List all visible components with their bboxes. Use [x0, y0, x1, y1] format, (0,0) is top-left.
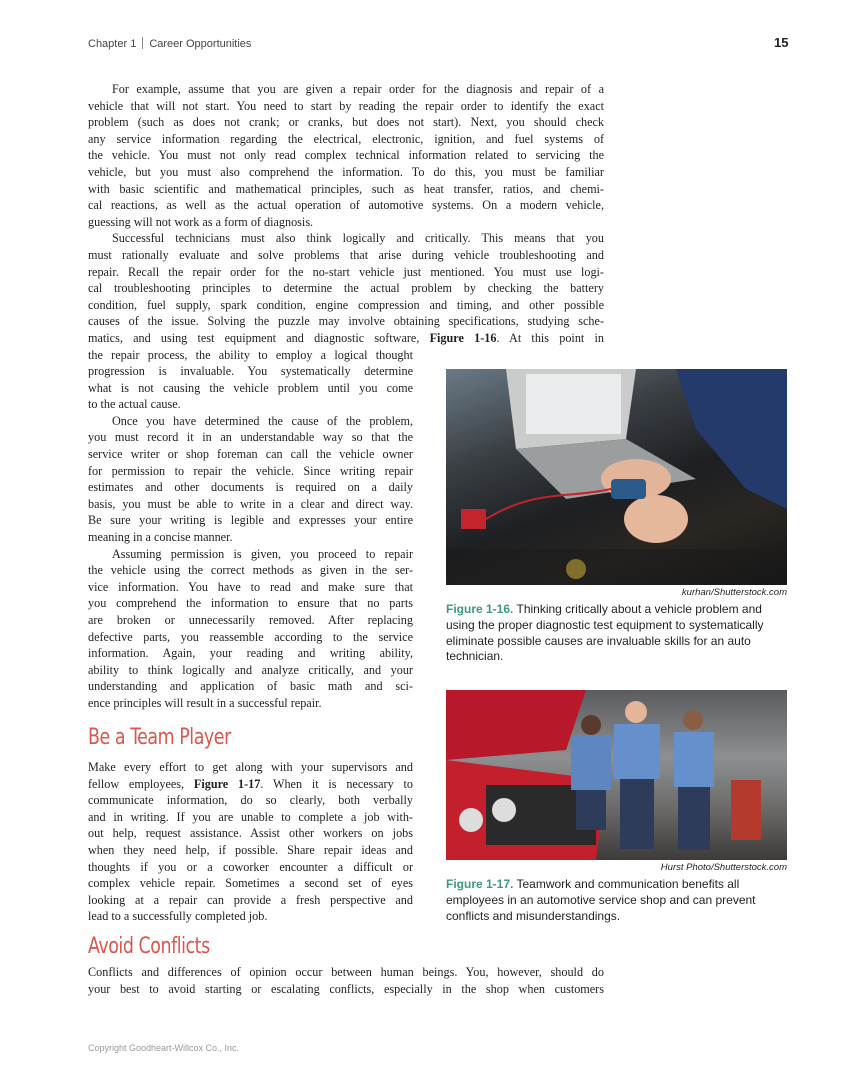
text-line: complex vehicle repair. Sometimes a second set of eyes	[88, 876, 413, 891]
text-line: progression is invaluable. You systematically determine	[88, 364, 413, 379]
text-line: Assuming permission is given, you proceed to repair	[112, 546, 413, 561]
text-line: service writer or shop foreman can call the vehicle owner	[88, 447, 413, 462]
figure-1-16-photo	[446, 369, 787, 585]
text-line: any service information regarding the electrical, electronic, ignition, and fuel systems of	[88, 131, 604, 146]
text-line: when they need help, if possible. Share repair ideas and	[88, 842, 413, 857]
body-text-section-3	[88, 964, 604, 997]
figure-1-16-credit: kurhan/Shutterstock.com	[681, 587, 787, 598]
text-line: understanding and application of basic math and sci-	[88, 679, 413, 694]
text-line: basis, you must be able to write in a clear and direct way.	[88, 496, 413, 511]
text-line: for permission to repair the vehicle. Since writing repair	[88, 463, 413, 478]
header-divider	[142, 37, 143, 49]
text-line: defective parts, you reassemble according to the service	[88, 629, 413, 644]
technicians-team-illustration	[446, 690, 787, 860]
text-fragment: fellow employees,	[88, 776, 194, 791]
text-line: vice information. You have to read and make sure that	[88, 579, 413, 594]
text-line: with basic scientific and mathematical principles, such as heat transfer, ratios, and chemi-	[88, 181, 604, 196]
text-line: what is not causing the vehicle problem until you come	[88, 380, 413, 395]
text-line: the vehicle. You must not only read complex technical information related to servicing the	[88, 148, 604, 163]
text-line	[88, 776, 413, 793]
text-fragment: . When it is necessary to	[260, 776, 413, 791]
figure-1-16-label: Figure 1-16.	[446, 602, 514, 616]
text-line: thoughts if you or a coworker encounter a difficult or	[88, 859, 413, 874]
figure-reference: Figure 1-17	[193, 776, 261, 791]
text-line: out help, request assistance. Assist other workers on jobs	[88, 826, 413, 841]
text-line: estimates and other documents is required on a daily	[88, 480, 413, 495]
text-line: and in writing. If you are unable to complete a job with-	[88, 809, 413, 824]
figure-1-17-credit: Hurst Photo/Shutterstock.com	[660, 862, 787, 873]
heading-avoid-conflicts: Avoid Conflicts	[88, 934, 210, 959]
text-line: lead to a successfully completed job.	[88, 909, 268, 924]
text-line: you must record it in an understandable way so that the	[88, 430, 413, 445]
text-line: must rationally evaluate and solve problems that arise during vehicle troubleshooting and	[88, 247, 604, 262]
running-header	[88, 37, 251, 50]
text-line: meaning in a concise manner.	[88, 530, 233, 545]
figure-reference: Figure 1-16	[429, 330, 497, 345]
chapter-number: Chapter 1	[88, 38, 137, 50]
text-fragment: matics, and using test equipment and diagnostic software,	[88, 330, 430, 345]
text-line: guessing will not work as a form of diagnosis.	[88, 214, 314, 229]
page-number: 15	[774, 35, 789, 50]
text-line: Once you have determined the cause of the problem,	[112, 413, 413, 428]
text-line: For example, assume that you are given a repair order for the diagnosis and repair of a	[112, 82, 604, 96]
text-line: the vehicle using the correct methods as given in the ser-	[88, 563, 413, 578]
text-line: information. Again, your reading and writing ability,	[88, 646, 413, 661]
text-line: problem (such as does not crank; or cranks, but does not start). Next, you should check	[88, 115, 604, 130]
text-line: Conflicts and differences of opinion occur between human beings. You, however, should do	[88, 965, 604, 979]
text-line: ability to think logically and analyze critically, and your	[88, 662, 413, 677]
chapter-title: Career Opportunities	[149, 38, 252, 50]
figure-1-17-caption	[446, 877, 791, 924]
text-line: the repair process, the ability to employ a logical thought	[88, 347, 413, 362]
text-line: Make every effort to get along with your supervisors and	[88, 760, 413, 774]
text-line: you comprehend the information to ensure that no parts	[88, 596, 413, 611]
figure-1-17-caption-text: Teamwork and communication benefits all employees in an automotive service shop and can prevent conflicts and misunderstandings.	[446, 877, 756, 923]
text-line: your best to avoid starting or escalating conflicts, especially in the shop when customers	[88, 981, 604, 996]
diagnostic-laptop-illustration	[446, 369, 787, 585]
text-line: looking at a repair can provide a fresh perspective and	[88, 892, 413, 907]
copyright-footer: Copyright Goodheart-Willcox Co., Inc.	[88, 1043, 240, 1053]
text-line	[88, 330, 604, 347]
text-line: are broken or unnecessarily removed. After replacing	[88, 613, 413, 627]
text-line: vehicle that will not start. You need to start by reading the repair order to identify the exact	[88, 98, 604, 113]
text-line: to the actual cause.	[88, 397, 181, 412]
text-line: condition, fuel supply, spark condition, engine compression and timing, and other possible	[88, 297, 604, 312]
heading-be-a-team-player: Be a Team Player	[88, 725, 231, 750]
text-line: cal troubleshooting principles to determine the actual problem by checking the battery	[88, 281, 604, 296]
text-line: causes of the issue. Solving the puzzle may involve obtaining specifications, studying sche-	[88, 314, 604, 329]
text-line: communicate information, do so clearly, both verbally	[88, 793, 413, 808]
text-fragment: . At this point in	[496, 330, 604, 345]
text-line: repair. Recall the repair order for the no-start vehicle just mentioned. You must use logi-	[88, 264, 604, 279]
text-line: Be sure your writing is legible and expresses your entire	[88, 513, 413, 528]
text-line: ence principles will result in a successful repair.	[88, 695, 322, 710]
figure-1-16-caption-text: Thinking critically about a vehicle problem and using the proper diagnostic test equipment to systematically eliminate possible causes are invaluable skills for an auto technician.	[446, 602, 764, 664]
body-text-section-2	[88, 759, 413, 925]
figure-1-16-caption	[446, 602, 791, 665]
figure-1-17-photo	[446, 690, 787, 860]
text-line: vehicle, but you must also comprehend the information. To do this, you must be familiar	[88, 164, 604, 179]
text-line: Successful technicians must also think logically and critically. This means that you	[112, 231, 604, 246]
text-line: cal reactions, as well as the actual operation of automotive systems. On a modern vehicle,	[88, 198, 604, 213]
figure-1-17-label: Figure 1-17.	[446, 877, 514, 891]
